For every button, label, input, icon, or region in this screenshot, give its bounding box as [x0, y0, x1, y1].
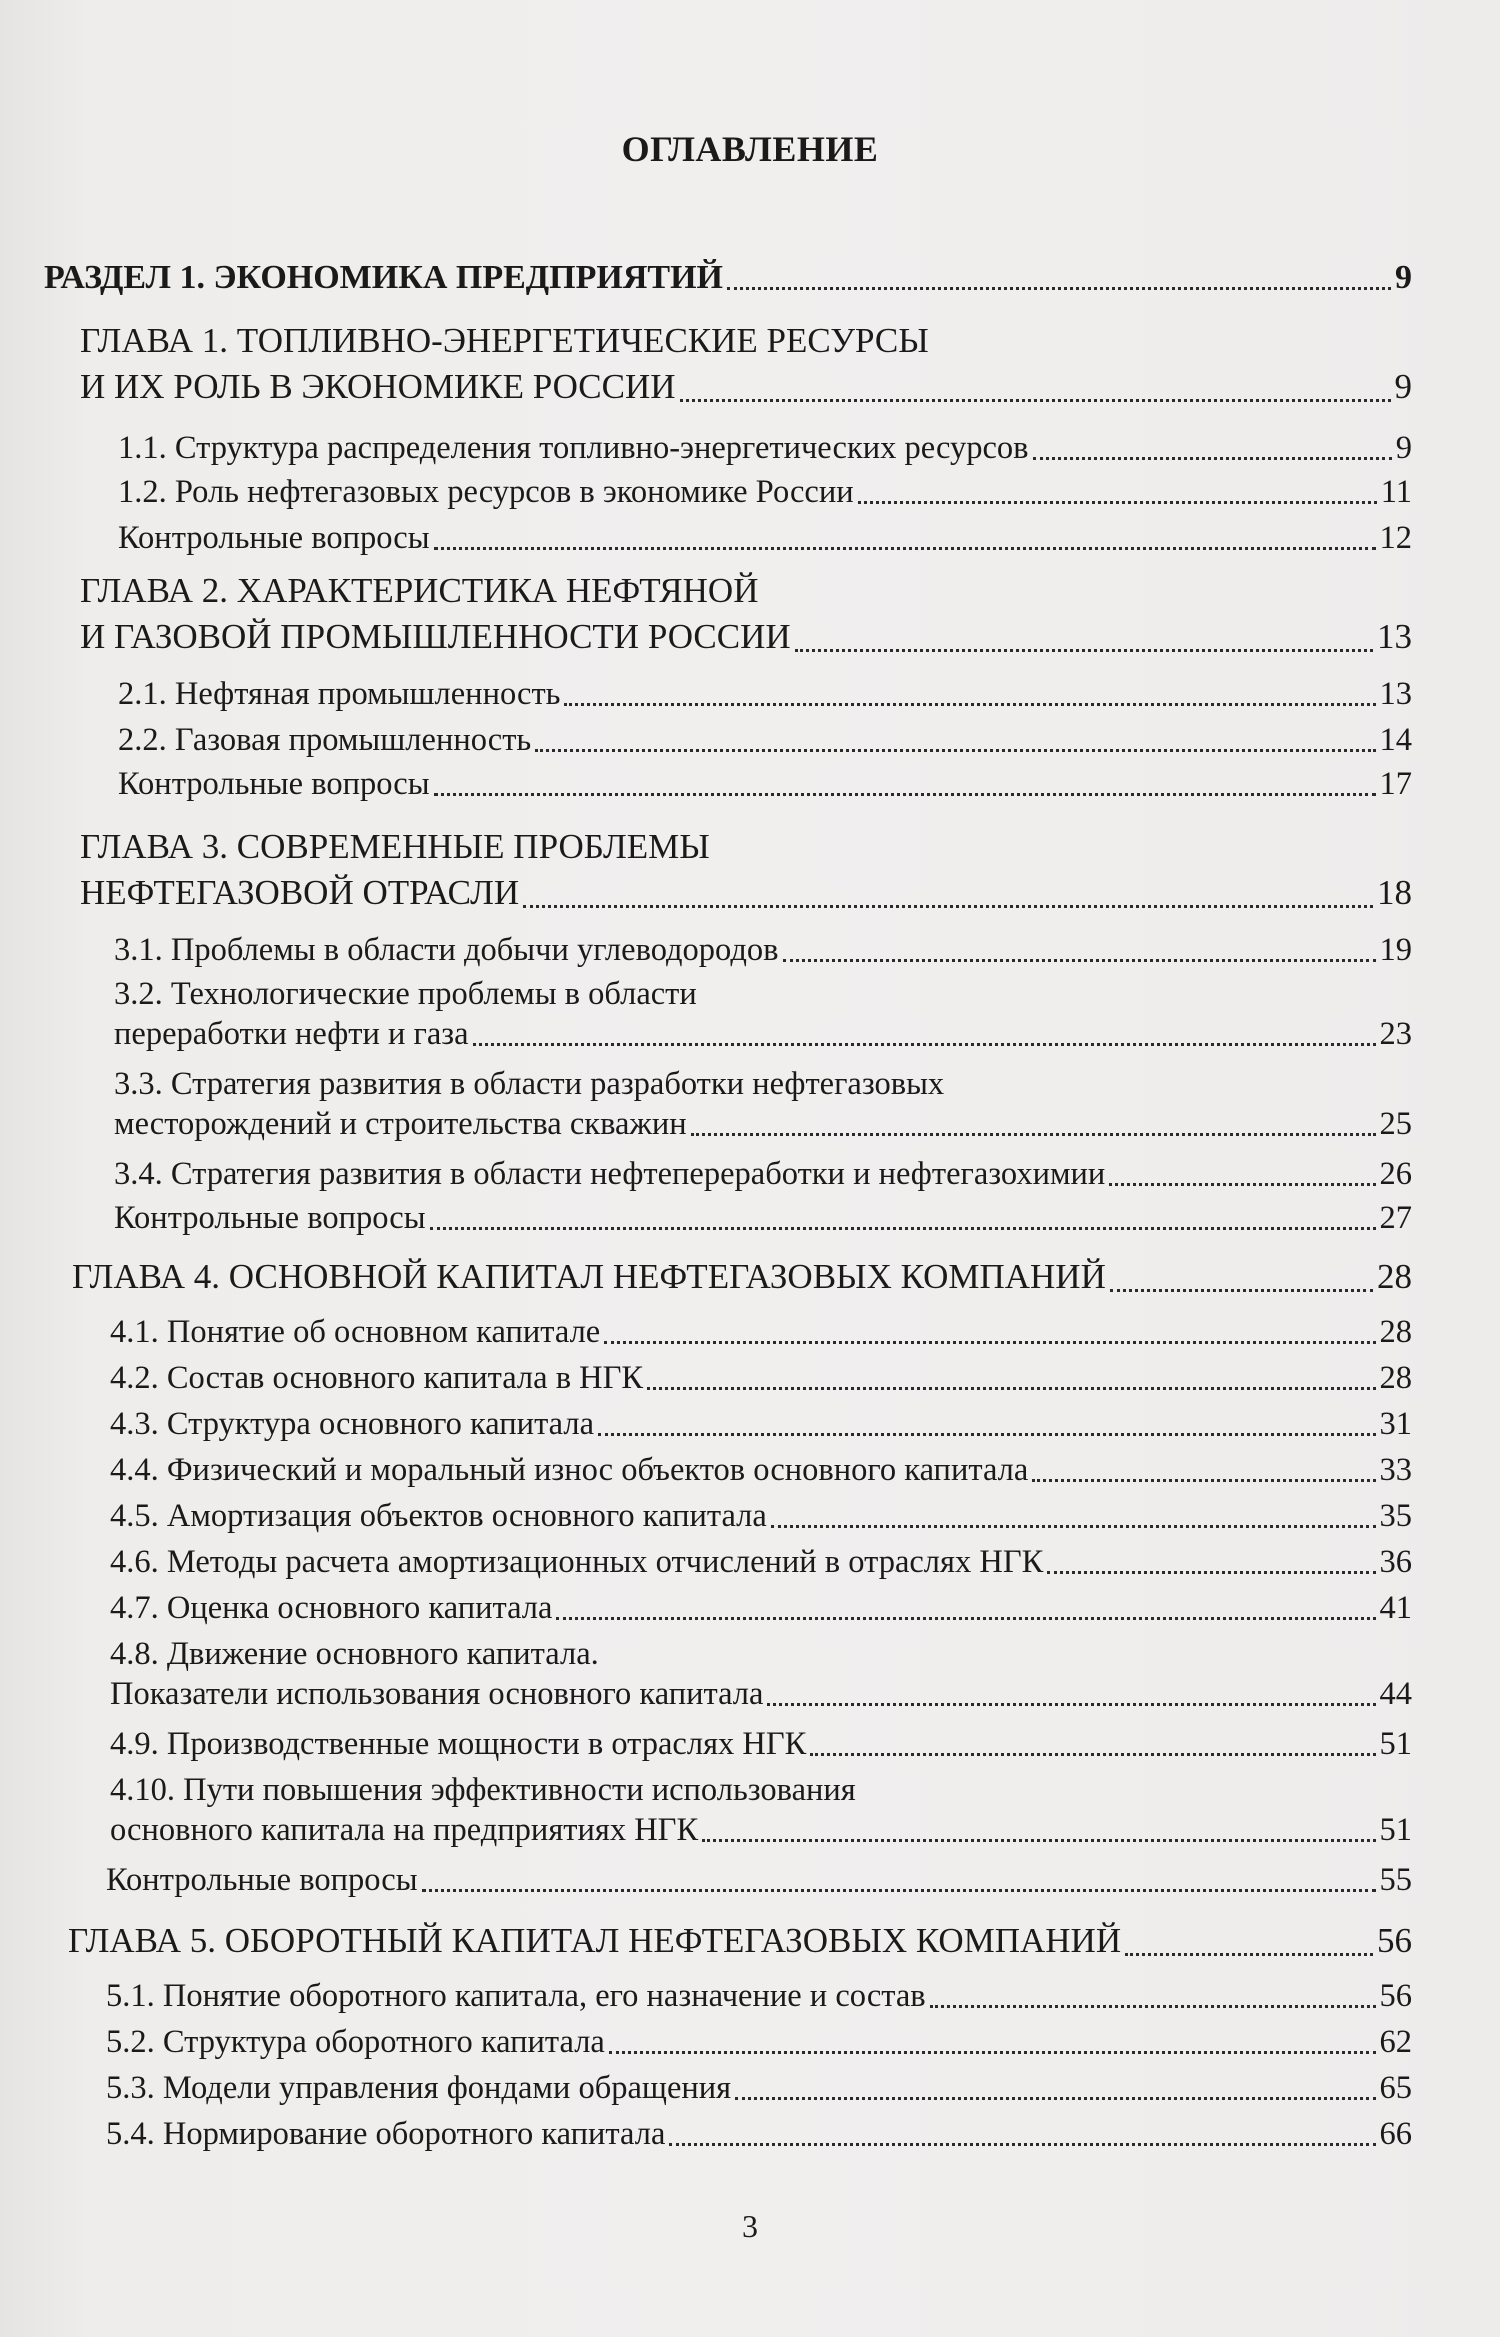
- toc-page-number: 23: [1379, 1016, 1412, 1052]
- toc-entry[interactable]: [110, 1404, 1412, 1444]
- dot-leader: [680, 399, 1391, 402]
- dot-leader: [1032, 1479, 1375, 1482]
- toc-entry-text: Показатели использования основного капитала: [110, 1676, 764, 1712]
- toc-page-number: 51: [1379, 1726, 1412, 1762]
- dot-leader: [727, 287, 1391, 290]
- toc-entry[interactable]: [114, 1154, 1412, 1194]
- dot-leader: [1125, 1953, 1373, 1956]
- toc-entry[interactable]: [110, 1588, 1412, 1628]
- toc-entry-text: НЕФТЕГАЗОВОЙ ОТРАСЛИ: [80, 873, 520, 912]
- toc-entry-text: ГЛАВА 5. ОБОРОТНЫЙ КАПИТАЛ НЕФТЕГАЗОВЫХ КОМПАНИЙ: [68, 1921, 1122, 1960]
- toc-page-number: 35: [1379, 1498, 1412, 1534]
- toc-entry-text: ГЛАВА 4. ОСНОВНОЙ КАПИТАЛ НЕФТЕГАЗОВЫХ КОМПАНИЙ: [72, 1257, 1106, 1296]
- toc-entry-text: 3.1. Проблемы в области добычи углеводородов: [114, 932, 779, 968]
- toc-entry[interactable]: [68, 1918, 1412, 1964]
- toc-entry[interactable]: [110, 1542, 1412, 1582]
- toc-entry[interactable]: [110, 1634, 1412, 1714]
- dot-leader: [669, 2143, 1375, 2146]
- dot-leader: [930, 2005, 1376, 2008]
- toc-entry-text: 4.1. Понятие об основном капитале: [110, 1314, 601, 1350]
- toc-entry[interactable]: [114, 1198, 1412, 1238]
- toc-entry[interactable]: [118, 674, 1412, 714]
- toc-entry-text: 3.2. Технологические проблемы в области: [114, 976, 697, 1012]
- dot-leader: [1033, 457, 1392, 460]
- dot-leader: [735, 2097, 1375, 2100]
- toc-title: ОГЛАВЛЕНИЕ: [621, 129, 879, 169]
- toc-entry[interactable]: [118, 518, 1412, 558]
- toc-page-number: 65: [1379, 2070, 1412, 2106]
- dot-leader: [430, 1227, 1376, 1230]
- toc-entry[interactable]: [110, 1724, 1412, 1764]
- toc-entry-text: основного капитала на предприятиях НГК: [110, 1812, 699, 1848]
- dot-leader: [767, 1703, 1375, 1706]
- toc-entry-text: Контрольные вопросы: [118, 766, 430, 802]
- toc-page-number: 51: [1379, 1812, 1412, 1848]
- toc-entry[interactable]: [106, 1976, 1412, 2016]
- toc-entry-text: ГЛАВА 2. ХАРАКТЕРИСТИКА НЕФТЯНОЙ: [80, 571, 759, 610]
- toc-page-number: 19: [1379, 932, 1412, 968]
- dot-leader: [647, 1387, 1375, 1390]
- dot-leader: [434, 793, 1376, 796]
- toc-page-number: 25: [1379, 1106, 1412, 1142]
- dot-leader: [795, 649, 1373, 652]
- dot-leader: [604, 1341, 1375, 1344]
- toc-entry-text: 5.3. Модели управления фондами обращения: [106, 2070, 732, 2106]
- toc-page-number: 27: [1379, 1200, 1412, 1236]
- dot-leader: [702, 1839, 1375, 1842]
- dot-leader: [858, 501, 1377, 504]
- toc-entry[interactable]: [44, 258, 1412, 298]
- toc-entry[interactable]: [106, 2022, 1412, 2062]
- dot-leader: [556, 1617, 1375, 1620]
- toc-entry-text: 2.1. Нефтяная промышленность: [118, 676, 561, 712]
- toc-entry-text: 4.10. Пути повышения эффективности использования: [110, 1772, 856, 1808]
- toc-entry[interactable]: [118, 428, 1412, 468]
- toc-entry[interactable]: [118, 472, 1412, 512]
- toc-entry[interactable]: [110, 1358, 1412, 1398]
- toc-entry[interactable]: [114, 930, 1412, 970]
- toc-entry-text: 4.2. Состав основного капитала в НГК: [110, 1360, 644, 1396]
- toc-entry-text: 5.4. Нормирование оборотного капитала: [106, 2116, 666, 2152]
- toc-page-number: 28: [1377, 1257, 1412, 1296]
- toc-page-number: 66: [1379, 2116, 1412, 2152]
- toc-entry-text: РАЗДЕЛ 1. ЭКОНОМИКА ПРЕДПРИЯТИЙ: [44, 259, 723, 296]
- toc-entry-text: 1.1. Структура распределения топливно-энергетических ресурсов: [118, 430, 1029, 466]
- toc-entry[interactable]: [118, 720, 1412, 760]
- toc-entry-text: 3.3. Стратегия развития в области разработки нефтегазовых: [114, 1066, 945, 1102]
- toc-entry-text: 4.4. Физический и моральный износ объектов основного капитала: [110, 1452, 1029, 1488]
- toc-entry[interactable]: [114, 1064, 1412, 1144]
- toc-entry-text: 1.2. Роль нефтегазовых ресурсов в экономике России: [118, 474, 854, 510]
- toc-entry-text: Контрольные вопросы: [106, 1862, 418, 1898]
- toc-page-number: 56: [1379, 1978, 1412, 2014]
- toc-entry[interactable]: [110, 1770, 1412, 1850]
- toc-entry[interactable]: [106, 2114, 1412, 2154]
- toc-page-number: 44: [1379, 1676, 1412, 1712]
- toc-entry-text: 4.9. Производственные мощности в отраслях НГК: [110, 1726, 807, 1762]
- toc-page-number: 12: [1379, 520, 1412, 556]
- dot-leader: [523, 905, 1373, 908]
- toc-entry[interactable]: [110, 1450, 1412, 1490]
- toc-entry-text: месторождений и строительства скважин: [114, 1106, 687, 1142]
- toc-entry[interactable]: [80, 824, 1412, 916]
- toc-page-number: 28: [1379, 1314, 1412, 1350]
- toc-entry[interactable]: [110, 1312, 1412, 1352]
- toc-page-number: 18: [1377, 873, 1412, 912]
- toc-page-number: 9: [1395, 259, 1412, 296]
- dot-leader: [422, 1889, 1376, 1892]
- toc-page-number: 36: [1379, 1544, 1412, 1580]
- toc-entry[interactable]: [106, 1860, 1412, 1900]
- toc-entry-text: Контрольные вопросы: [114, 1200, 426, 1236]
- toc-entry-text: И ИХ РОЛЬ В ЭКОНОМИКЕ РОССИИ: [80, 367, 676, 406]
- dot-leader: [598, 1433, 1375, 1436]
- toc-page-number: 62: [1379, 2024, 1412, 2060]
- toc-page-number: 55: [1379, 1862, 1412, 1898]
- toc-entry-text: Контрольные вопросы: [118, 520, 430, 556]
- dot-leader: [564, 703, 1375, 706]
- toc-page-number: 14: [1379, 722, 1412, 758]
- dot-leader: [783, 959, 1376, 962]
- toc-entry-text: 4.6. Методы расчета амортизационных отчислений в отраслях НГК: [110, 1544, 1044, 1580]
- toc-entry-text: 4.8. Движение основного капитала.: [110, 1636, 599, 1672]
- toc-page-number: 17: [1379, 766, 1412, 802]
- toc-page-number: 13: [1377, 617, 1412, 656]
- dot-leader: [609, 2051, 1376, 2054]
- toc-entry-text: 5.1. Понятие оборотного капитала, его назначение и состав: [106, 1978, 926, 2014]
- toc-page-number: 26: [1379, 1156, 1412, 1192]
- dot-leader: [1109, 1183, 1375, 1186]
- dot-leader: [434, 547, 1376, 550]
- toc-page-number: 28: [1379, 1360, 1412, 1396]
- toc-entry[interactable]: [80, 318, 1412, 410]
- toc-entry-text: ГЛАВА 3. СОВРЕМЕННЫЕ ПРОБЛЕМЫ: [80, 827, 710, 866]
- dot-leader: [691, 1133, 1376, 1136]
- toc-page-number: 41: [1379, 1590, 1412, 1626]
- toc-entry-text: переработки нефти и газа: [114, 1016, 469, 1052]
- toc-entry-text: ГЛАВА 1. ТОПЛИВНО-ЭНЕРГЕТИЧЕСКИЕ РЕСУРСЫ: [80, 321, 929, 360]
- toc-page-number: 31: [1379, 1406, 1412, 1442]
- dot-leader: [473, 1043, 1376, 1046]
- toc-page-number: 13: [1379, 676, 1412, 712]
- dot-leader: [771, 1525, 1376, 1528]
- toc-entry[interactable]: [72, 1254, 1412, 1300]
- toc-page-number: 33: [1379, 1452, 1412, 1488]
- dot-leader: [1047, 1571, 1375, 1574]
- toc-page-number: 56: [1377, 1921, 1412, 1960]
- toc-entry-text: И ГАЗОВОЙ ПРОМЫШЛЕННОСТИ РОССИИ: [80, 617, 791, 656]
- toc-entry-text: 4.7. Оценка основного капитала: [110, 1590, 553, 1626]
- toc-entry-text: 5.2. Структура оборотного капитала: [106, 2024, 605, 2060]
- toc-entry-text: 4.5. Амортизация объектов основного капитала: [110, 1498, 767, 1534]
- toc-page-number: 9: [1394, 367, 1412, 406]
- toc-entry[interactable]: [118, 764, 1412, 804]
- dot-leader: [1110, 1289, 1373, 1292]
- toc-page-number: 11: [1380, 474, 1412, 510]
- toc-entry[interactable]: [80, 568, 1412, 660]
- toc-entry-text: 2.2. Газовая промышленность: [118, 722, 532, 758]
- toc-entry[interactable]: [110, 1496, 1412, 1536]
- toc-entry-text: 3.4. Стратегия развития в области нефтепереработки и нефтегазохимии: [114, 1156, 1106, 1192]
- dot-leader: [535, 749, 1375, 752]
- toc-entry-text: 4.3. Структура основного капитала: [110, 1406, 595, 1442]
- toc-entry[interactable]: [114, 974, 1412, 1054]
- page-number: 3: [742, 2208, 758, 2244]
- dot-leader: [810, 1753, 1375, 1756]
- toc-entry[interactable]: [106, 2068, 1412, 2108]
- toc-page-number: 9: [1395, 430, 1412, 466]
